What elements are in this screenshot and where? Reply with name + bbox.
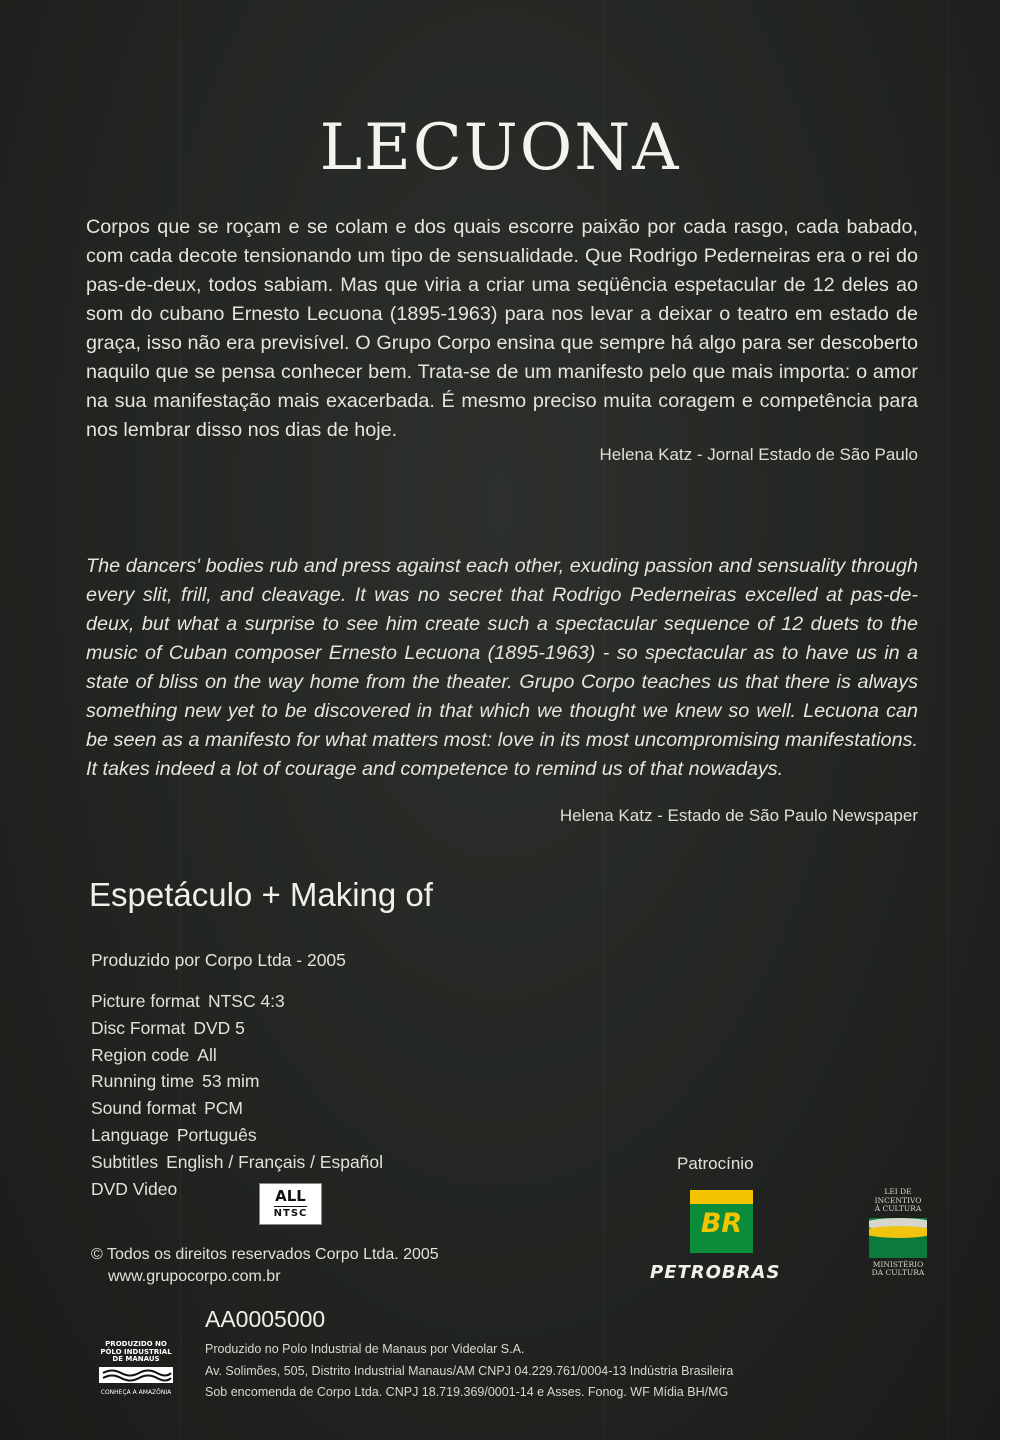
- sponsor-label: Patrocínio: [677, 1154, 754, 1173]
- region-ntsc-badge: [259, 1183, 322, 1225]
- rights-block: [91, 1244, 439, 1288]
- legal-line: Av. Solimões, 505, Distrito Industrial Manaus/AM CNPJ 04.229.761/0004-13 Indústria Brasileira: [205, 1363, 734, 1378]
- content-subtitle: Espetáculo + Making of: [89, 876, 433, 913]
- minc-line: À CULTURA: [874, 1204, 922, 1213]
- legal-line: Produzido no Polo Industrial de Manaus por Videolar S.A.: [205, 1342, 525, 1356]
- review-english: The dancers' bodies rub and press against each other, exuding passion and sensuality through every slit, frill, and cleavage. It was no secret that Rodrigo Pederneiras excelled at pas-de-deux, but what a surprise to see him create such a spectacular sequence of 12 duets to the music of Cuban composer Ernesto Lecuona (1895-1963) - so spectacular as to have us in a state of bliss on the way home from the theater. Grupo Corpo teaches us that there is always something new yet to be discovered in that which we thought we knew so well. Lecuona can be seen as a manifesto for what matters most: love in its most uncompromising manifestations. It takes indeed a lot of courage and competence to remind us of that nowadays.: [86, 554, 918, 781]
- scan-margin-right: [1000, 0, 1015, 1450]
- minc-line: INCENTIVO: [874, 1195, 922, 1205]
- petrobras-wordmark: PETROBRAS: [650, 1262, 781, 1283]
- spec-key: Disc Format: [91, 1017, 186, 1038]
- produced-by: Produzido por Corpo Ltda - 2005: [91, 950, 346, 970]
- legal-line: Sob encomenda de Corpo Ltda. CNPJ 18.719.369/0001-14 e Asses. Fonog. WF Mídia BH/MG: [205, 1385, 729, 1399]
- review-portuguese: Corpos que se roçam e se colam e dos quais escorre paixão por cada rasgo, cada babado, com cada decote tensionando um tipo de sensualidade. Que Rodrigo Pederneiras era o rei do pas-de-deux, todos sabiam. Mas que viria a criar uma seqüência espetacular de 12 deles ao som do cubano Ernesto Lecuona (1895-1963) para nos levar a deixar o teatro em estado de graça, isso não era previsível. O Grupo Corpo ensina que sempre há algo para ser descoberto naquilo que se pensa conhecer bem. Trata-se de um manifesto pelo que mais importa: o amor na sua manifestação mais exacerbada. É mesmo preciso muita coragem e competência para nos lembrar disso nos dias de hoje.: [86, 215, 918, 442]
- technical-specs: [91, 988, 384, 1205]
- spec-value: NTSC 4:3: [207, 991, 285, 1011]
- spec-row: [91, 1149, 383, 1176]
- minc-line: LEI DE: [884, 1187, 912, 1196]
- region-badge-bottom: NTSC: [273, 1208, 308, 1219]
- spec-row: [91, 1176, 383, 1203]
- waves-icon: [99, 1367, 173, 1383]
- legal-text: [205, 1339, 733, 1404]
- petrobras-br-logo: [690, 1190, 753, 1253]
- spec-value: English / Français / Español: [166, 1151, 384, 1172]
- spec-row: [91, 988, 383, 1015]
- region-badge-top: ALL: [275, 1187, 306, 1205]
- pim-line: DE MANAUS: [112, 1355, 160, 1363]
- spec-row: [91, 1122, 383, 1149]
- website-link: www.grupocorpo.com.br: [108, 1268, 281, 1285]
- brazil-flag-icon: [869, 1218, 927, 1258]
- scan-streak: [947, 0, 948, 1440]
- spec-key: Language: [91, 1124, 169, 1145]
- review-credit-portuguese: Helena Katz - Jornal Estado de São Paulo: [599, 445, 918, 464]
- scan-margin-bottom: [0, 1440, 1015, 1450]
- spec-value: All: [197, 1044, 217, 1065]
- minc-line: MINISTÉRIO: [872, 1259, 924, 1269]
- polo-industrial-manaus-logo: [94, 1341, 178, 1396]
- spec-value: Português: [176, 1124, 257, 1145]
- pim-slogan: CONHEÇA A AMAZÔNIA: [100, 1388, 172, 1396]
- spec-key: Sound format: [91, 1098, 197, 1119]
- logo-band-yellow: [690, 1190, 753, 1204]
- ministry-of-culture-logo: [862, 1188, 934, 1278]
- spec-key: Subtitles: [91, 1151, 159, 1172]
- spec-row: [91, 1015, 383, 1042]
- pim-line: PÓLO INDUSTRIAL: [100, 1347, 172, 1356]
- pim-line: PRODUZIDO NO: [105, 1340, 167, 1348]
- cover-title: LECUONA: [319, 110, 681, 185]
- spec-key: Running time: [91, 1071, 195, 1092]
- spec-key: Region code: [91, 1044, 190, 1065]
- catalog-code: AA0005000: [205, 1306, 326, 1332]
- review-credit-english: Helena Katz - Estado de São Paulo Newspaper: [559, 806, 918, 825]
- copyright-notice: © Todos os direitos reservados Corpo Ltda. 2005: [91, 1246, 439, 1263]
- spec-value: PCM: [204, 1098, 243, 1119]
- spec-row: [91, 1068, 383, 1095]
- spec-value: DVD 5: [193, 1017, 245, 1038]
- spec-key: DVD Video: [91, 1178, 178, 1199]
- br-logo-text: BR: [700, 1208, 743, 1239]
- spec-key: Picture format: [91, 991, 200, 1011]
- spec-row: [91, 1095, 383, 1122]
- flag-wave: [869, 1226, 927, 1238]
- minc-line: DA CULTURA: [871, 1268, 925, 1277]
- spec-row: [91, 1042, 383, 1069]
- spec-value: 53 mim: [202, 1071, 260, 1092]
